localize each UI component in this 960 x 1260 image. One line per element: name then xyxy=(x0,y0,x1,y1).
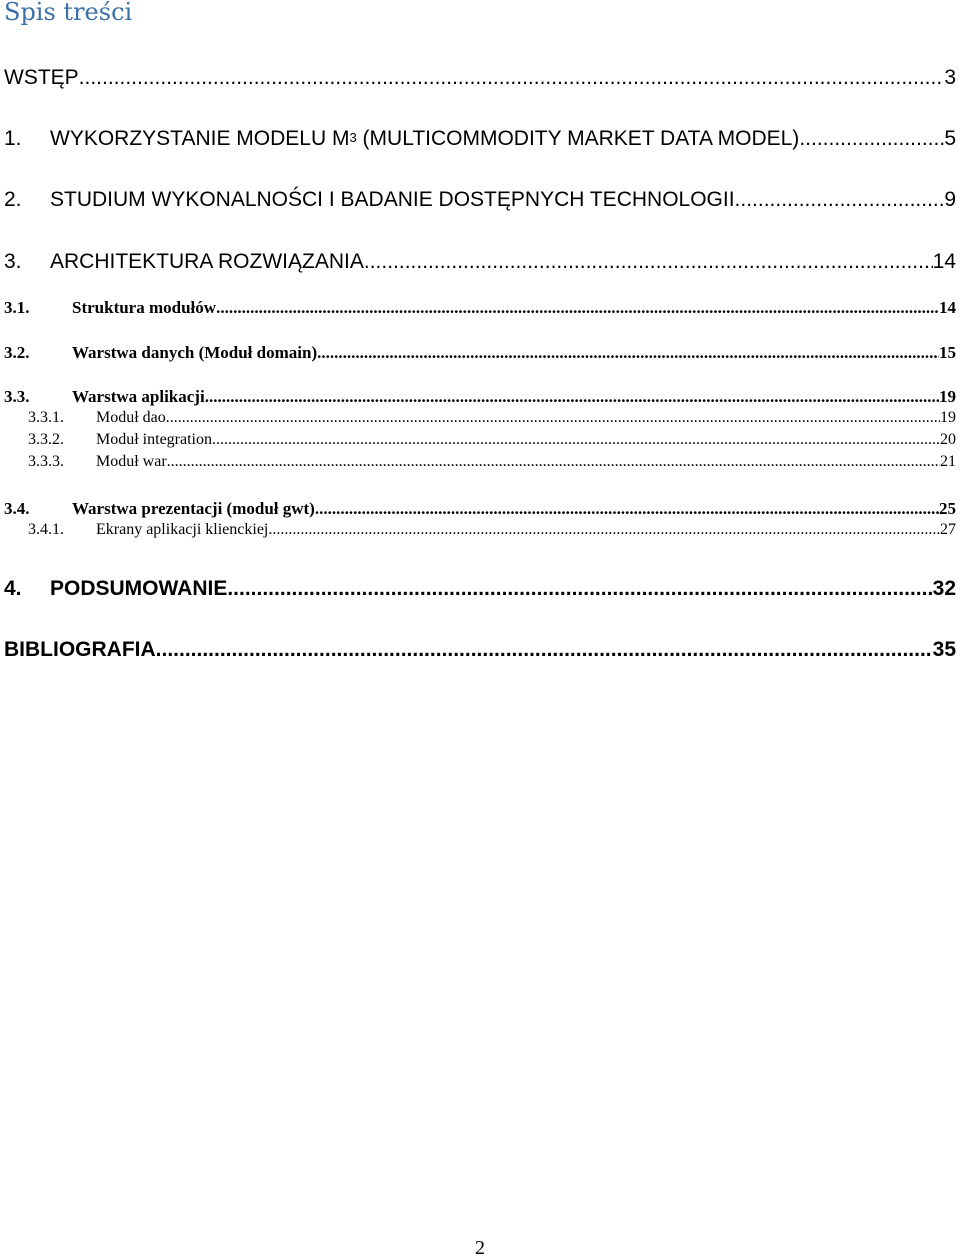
toc-entry-page: 35 xyxy=(932,638,956,661)
dot-leader xyxy=(216,298,939,318)
toc-entry-text xyxy=(50,127,799,151)
toc-entry-page: 19 xyxy=(939,387,956,406)
dot-leader xyxy=(212,431,940,449)
toc-entry-text: Moduł integration xyxy=(96,431,212,448)
toc-entry-number: 3.1. xyxy=(4,298,30,317)
dot-leader xyxy=(227,577,932,601)
toc-entry-bibliografia[interactable] xyxy=(4,638,956,664)
toc-entry-4[interactable] xyxy=(4,577,956,603)
toc-entry-3-3-2[interactable] xyxy=(28,431,956,451)
toc-entry-3[interactable] xyxy=(4,250,956,276)
toc-entry-number: 3.3.1. xyxy=(28,409,64,426)
dot-leader xyxy=(166,409,940,427)
toc-entry-number: 3.4.1. xyxy=(28,521,64,538)
toc-entry-page: 9 xyxy=(944,188,956,211)
toc-entry-2[interactable] xyxy=(4,188,956,214)
toc-entry-page: 20 xyxy=(940,431,956,448)
dot-leader xyxy=(268,521,940,539)
toc-entry-number: 2. xyxy=(4,188,22,211)
toc-entry-page: 14 xyxy=(939,298,956,317)
dot-leader xyxy=(364,250,933,274)
dot-leader xyxy=(156,638,933,662)
toc-entry-text-part: (MULTICOMMODITY MARKET DATA MODEL) xyxy=(356,127,800,150)
dot-leader xyxy=(317,343,939,363)
toc-entry-number: 3.3.3. xyxy=(28,453,64,470)
dot-leader xyxy=(167,453,940,471)
toc-entry-3-2[interactable] xyxy=(4,343,956,365)
toc-entry-text: Moduł war xyxy=(96,453,167,470)
toc-entry-text: Ekrany aplikacji klienckiej xyxy=(96,521,269,538)
toc-entry-text: ARCHITEKTURA ROZWIĄZANIA xyxy=(50,250,364,273)
toc-entry-number: 1. xyxy=(4,127,22,150)
toc-entry-3-4-1[interactable] xyxy=(28,521,956,541)
toc-heading: Spis treści xyxy=(4,0,133,26)
toc-entry-text-part: WYKORZYSTANIE MODELU M xyxy=(50,127,350,150)
toc-entry-number: 3.4. xyxy=(4,499,30,518)
toc-entry-page: 25 xyxy=(939,499,956,518)
dot-leader xyxy=(735,188,945,212)
toc-entry-page: 3 xyxy=(944,66,956,89)
toc-entry-wstep[interactable] xyxy=(4,66,956,92)
toc-entry-3-3[interactable] xyxy=(4,387,956,409)
toc-entry-page: 21 xyxy=(940,453,956,470)
toc-entry-3-4[interactable] xyxy=(4,499,956,521)
toc-entry-1[interactable] xyxy=(4,127,956,153)
toc-entry-page: 19 xyxy=(940,409,956,426)
toc-entry-3-3-1[interactable] xyxy=(28,409,956,429)
dot-leader xyxy=(205,387,939,407)
toc-entry-page: 14 xyxy=(932,250,956,273)
toc-entry-text: Warstwa prezentacji (moduł gwt) xyxy=(72,499,315,518)
toc-entry-text: BIBLIOGRAFIA xyxy=(4,638,156,661)
toc-entry-text: PODSUMOWANIE xyxy=(50,577,228,600)
toc-entry-number: 4. xyxy=(4,577,22,600)
toc-entry-3-3-3[interactable] xyxy=(28,453,956,473)
toc-entry-page: 5 xyxy=(944,127,956,150)
page-number: 2 xyxy=(475,1237,485,1259)
toc-entry-number: 3. xyxy=(4,250,22,273)
toc-entry-text: Warstwa aplikacji xyxy=(72,387,205,406)
dot-leader xyxy=(799,127,944,151)
toc-entry-number: 3.2. xyxy=(4,343,30,362)
dot-leader xyxy=(79,66,945,90)
toc-entry-3-1[interactable] xyxy=(4,298,956,320)
toc-entry-text: Moduł dao xyxy=(96,409,166,426)
toc-entry-number: 3.3. xyxy=(4,387,30,406)
toc-entry-text: STUDIUM WYKONALNOŚCI I BADANIE DOSTĘPNYCH TECHNOLOGII xyxy=(50,188,735,211)
toc-entry-text: WSTĘP xyxy=(4,66,79,89)
toc-entry-page: 27 xyxy=(940,521,956,538)
dot-leader xyxy=(315,499,939,519)
superscript: 3 xyxy=(349,130,357,146)
toc-entry-page: 15 xyxy=(939,343,956,362)
toc-entry-page: 32 xyxy=(932,577,956,600)
toc-entry-number: 3.3.2. xyxy=(28,431,64,448)
toc-entry-text: Warstwa danych (Moduł domain) xyxy=(72,343,318,362)
toc-entry-text: Struktura modułów xyxy=(72,298,217,317)
